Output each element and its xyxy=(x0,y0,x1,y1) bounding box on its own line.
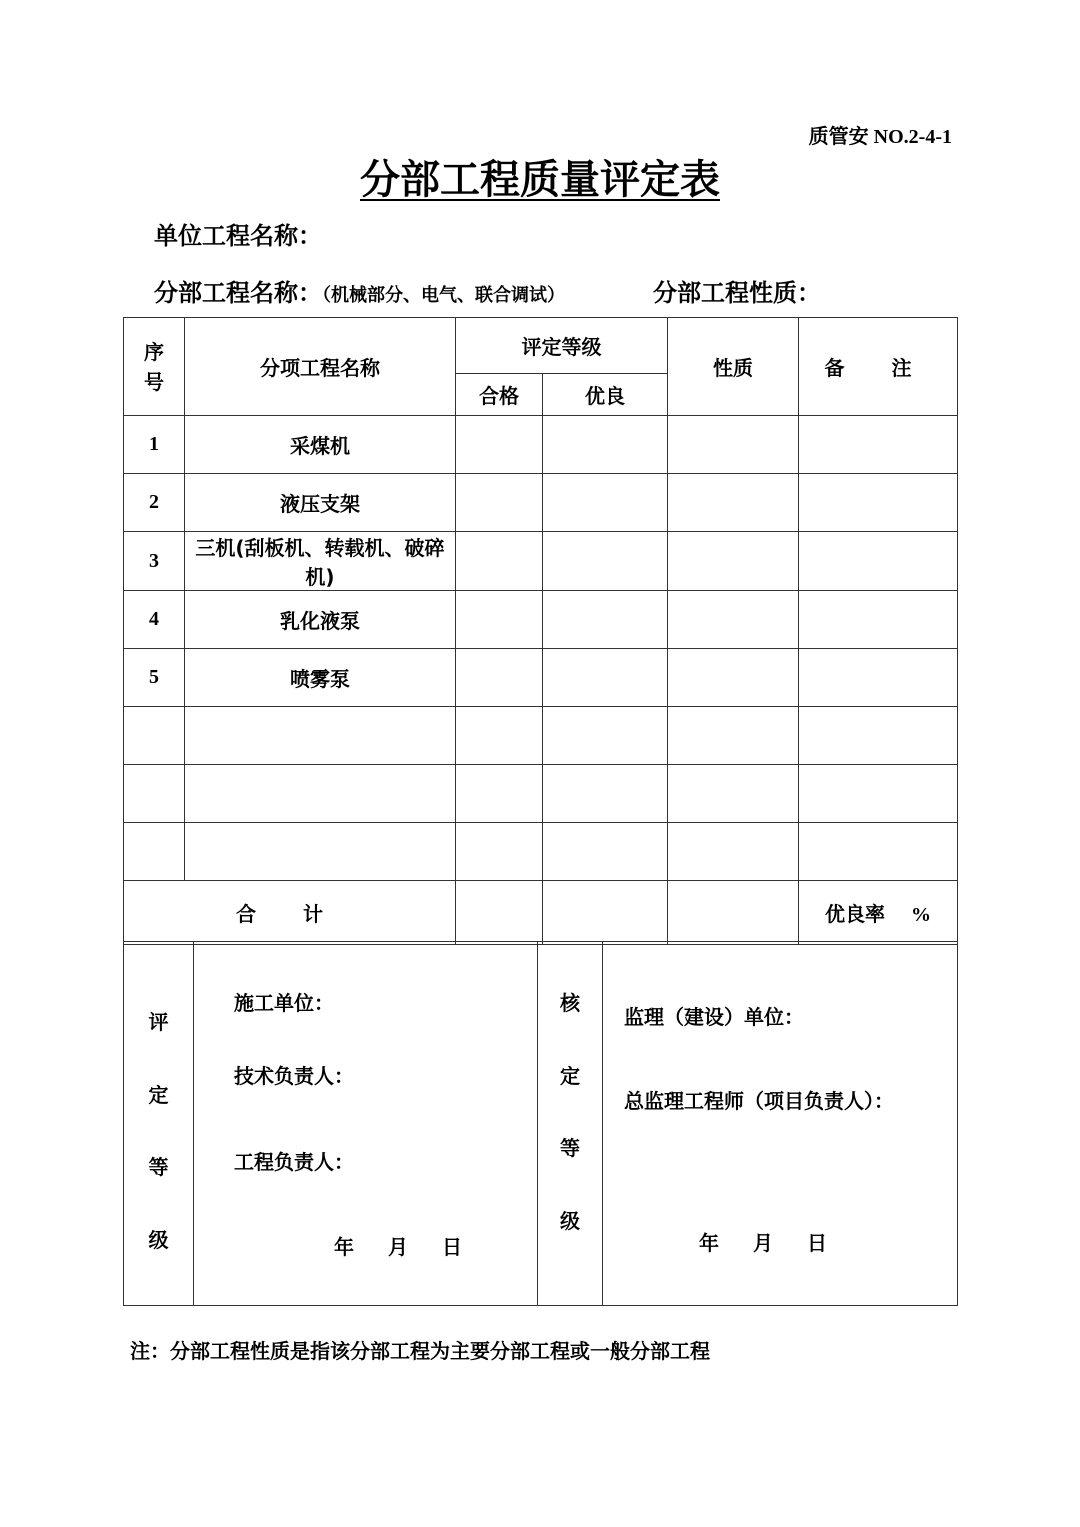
header-nature: 性质 xyxy=(668,318,799,416)
row-seq[interactable] xyxy=(124,823,185,881)
page-title xyxy=(0,148,1080,205)
table-row xyxy=(124,591,958,649)
sub-project-nature-field xyxy=(653,273,821,308)
row-nature-cell[interactable] xyxy=(668,591,799,649)
page-title-text: 分部工程质量评定表 xyxy=(360,157,720,203)
row-pass-cell[interactable] xyxy=(456,707,543,765)
row-item-name: 乳化液泵 xyxy=(185,591,456,649)
signature-table xyxy=(123,941,958,1306)
header-item-name: 分项工程名称 xyxy=(185,318,456,416)
row-item-name: 液压支架 xyxy=(185,474,456,532)
row-item-name[interactable] xyxy=(185,823,456,881)
sub-project-scope: （机械部分、电气、联合调试） xyxy=(322,285,565,306)
row-pass-cell[interactable] xyxy=(456,532,543,591)
table-row xyxy=(124,765,958,823)
row-seq: 1 xyxy=(124,416,185,474)
sub-project-name-field xyxy=(154,273,565,308)
row-seq[interactable] xyxy=(124,765,185,823)
unit-project-label: 单位工程名称： xyxy=(154,222,322,250)
row-remarks-cell[interactable] xyxy=(799,474,958,532)
row-nature-cell[interactable] xyxy=(668,823,799,881)
row-item-name: 三机(刮板机、转载机、破碎机) xyxy=(185,532,456,591)
excellent-rate-cell[interactable] xyxy=(799,881,958,945)
unit-project-name-field xyxy=(154,216,322,251)
supervision-sign-area[interactable] xyxy=(603,942,958,1306)
technical-lead-label: 技术负责人： xyxy=(234,1064,354,1088)
row-seq: 2 xyxy=(124,474,185,532)
grade-label-char: 级 xyxy=(148,1228,169,1252)
row-pass-cell[interactable] xyxy=(456,591,543,649)
form-number: 质管安 NO.2-4-1 xyxy=(808,126,952,148)
table-row xyxy=(124,707,958,765)
verify-label-char: 定 xyxy=(560,1064,580,1088)
total-pass-cell[interactable] xyxy=(456,881,543,945)
supervision-unit-label: 监理（建设）单位： xyxy=(624,1005,804,1029)
total-excellent-cell[interactable] xyxy=(543,881,668,945)
row-excellent-cell[interactable] xyxy=(543,591,668,649)
header-row-1 xyxy=(124,318,958,374)
excellent-rate-label: 优良率 xyxy=(825,902,885,926)
sub-project-nature-label: 分部工程性质： xyxy=(653,279,821,307)
row-item-name[interactable] xyxy=(185,707,456,765)
row-seq[interactable] xyxy=(124,707,185,765)
table-row xyxy=(124,823,958,881)
row-excellent-cell[interactable] xyxy=(543,707,668,765)
row-excellent-cell[interactable] xyxy=(543,649,668,707)
row-seq: 4 xyxy=(124,591,185,649)
sub-project-label: 分部工程名称： xyxy=(154,279,322,307)
row-excellent-cell[interactable] xyxy=(543,474,668,532)
verify-label-char: 级 xyxy=(560,1209,580,1233)
row-remarks-cell[interactable] xyxy=(799,823,958,881)
date-day: 日 xyxy=(442,1235,462,1259)
row-excellent-cell[interactable] xyxy=(543,823,668,881)
verify-label-char: 核 xyxy=(560,991,580,1015)
date-year: 年 xyxy=(699,1231,719,1255)
row-nature-cell[interactable] xyxy=(668,765,799,823)
grade-label-char: 评 xyxy=(148,1010,169,1034)
project-lead-label: 工程负责人： xyxy=(234,1150,354,1174)
row-remarks-cell[interactable] xyxy=(799,707,958,765)
header-remarks: 备 注 xyxy=(799,318,958,416)
row-item-name: 喷雾泵 xyxy=(185,649,456,707)
construction-unit-label: 施工单位： xyxy=(234,991,334,1015)
row-item-name: 采煤机 xyxy=(185,416,456,474)
header-seq-line2: 号 xyxy=(144,369,164,394)
date-year: 年 xyxy=(334,1235,354,1259)
row-nature-cell[interactable] xyxy=(668,532,799,591)
table-row xyxy=(124,532,958,591)
total-nature-cell[interactable] xyxy=(668,881,799,945)
supervision-date xyxy=(699,1227,827,1256)
date-month: 月 xyxy=(388,1235,408,1259)
footnote: 注：分部工程性质是指该分部工程为主要分部工程或一般分部工程 xyxy=(130,1339,710,1363)
construction-date xyxy=(334,1231,462,1260)
header-seq xyxy=(124,318,185,416)
header-seq-line1: 序 xyxy=(144,339,164,364)
table-row xyxy=(124,649,958,707)
chief-supervisor-label: 总监理工程师（项目负责人）： xyxy=(624,1089,894,1113)
row-remarks-cell[interactable] xyxy=(799,416,958,474)
percent-sign: % xyxy=(911,904,931,926)
grade-label-char: 定 xyxy=(148,1083,169,1107)
row-remarks-cell[interactable] xyxy=(799,649,958,707)
verify-label-column xyxy=(538,942,603,1306)
row-nature-cell[interactable] xyxy=(668,707,799,765)
row-pass-cell[interactable] xyxy=(456,416,543,474)
total-row xyxy=(124,881,958,945)
row-item-name[interactable] xyxy=(185,765,456,823)
grade-label-column xyxy=(124,942,194,1306)
row-seq: 5 xyxy=(124,649,185,707)
header-excellent: 优良 xyxy=(543,374,668,416)
row-nature-cell[interactable] xyxy=(668,416,799,474)
verify-label-char: 等 xyxy=(560,1136,580,1160)
evaluation-table xyxy=(123,317,958,945)
row-remarks-cell[interactable] xyxy=(799,532,958,591)
header-grade: 评定等级 xyxy=(456,318,668,374)
row-pass-cell[interactable] xyxy=(456,649,543,707)
row-remarks-cell[interactable] xyxy=(799,591,958,649)
header-pass: 合格 xyxy=(456,374,543,416)
row-excellent-cell[interactable] xyxy=(543,765,668,823)
date-day: 日 xyxy=(807,1231,827,1255)
total-label: 合 计 xyxy=(124,881,456,945)
row-remarks-cell[interactable] xyxy=(799,765,958,823)
row-pass-cell[interactable] xyxy=(456,823,543,881)
row-excellent-cell[interactable] xyxy=(543,416,668,474)
table-row xyxy=(124,416,958,474)
construction-sign-area[interactable] xyxy=(194,942,538,1306)
row-excellent-cell[interactable] xyxy=(543,532,668,591)
date-month: 月 xyxy=(753,1231,773,1255)
row-seq: 3 xyxy=(124,532,185,591)
row-pass-cell[interactable] xyxy=(456,474,543,532)
grade-label-char: 等 xyxy=(148,1155,169,1179)
row-nature-cell[interactable] xyxy=(668,474,799,532)
row-pass-cell[interactable] xyxy=(456,765,543,823)
row-nature-cell[interactable] xyxy=(668,649,799,707)
table-row xyxy=(124,474,958,532)
